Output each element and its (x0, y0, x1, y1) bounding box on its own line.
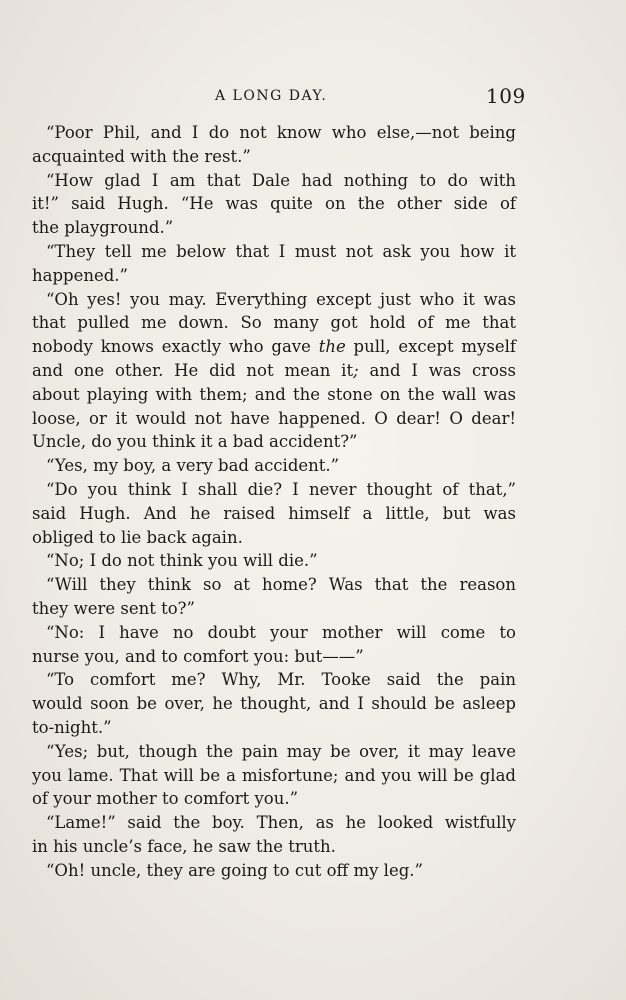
text-line: “Lame!” said the boy. Then, as he looked wistfully (46, 813, 516, 833)
text-line: loose, or it would not have happened. O dear! O dear! (32, 408, 516, 428)
text-line (32, 335, 516, 359)
text-line: “Oh! uncle, they are going to cut off my leg.” (46, 860, 423, 880)
text-line: obliged to lie back again. (32, 527, 243, 547)
text-segment: ; (353, 360, 359, 380)
text-line: “Oh yes! you may. Everything except just who it was (46, 289, 516, 309)
text-line: would soon be over, he thought, and I should be asleep (32, 694, 516, 714)
text-line: “Poor Phil, and I do not know who else,—not being (46, 123, 516, 142)
text-line: to-night.” (32, 717, 112, 737)
text-line: “No: I have no doubt your mother will come to (46, 622, 516, 642)
text-line: about playing with them; and the stone on the wall was (32, 384, 516, 404)
text-line: in his uncle’s face, he saw the truth. (32, 836, 336, 856)
text-segment: and I was cross (358, 360, 516, 380)
text-line: “How glad I am that Dale had nothing to do with (46, 170, 516, 190)
text-line: of your mother to comfort you.” (32, 789, 299, 809)
body-text (32, 121, 516, 883)
text-segment: pull, except myself (345, 337, 516, 357)
text-line: happened.” (32, 265, 128, 285)
text-line: nurse you, and to comfort you: but——” (32, 646, 364, 666)
text-line: “Do you think I shall die? I never thought of that,” (46, 479, 516, 499)
text-line: “They tell me below that I must not ask you how it (46, 241, 516, 261)
text-line: they were sent to?” (32, 598, 195, 618)
text-line: “To comfort me? Why, Mr. Tooke said the pain (46, 670, 516, 690)
text-line: acquainted with the rest.” (32, 146, 251, 166)
text-line (32, 359, 516, 383)
text-segment: the (318, 337, 346, 357)
text-line: Uncle, do you think it a bad accident?” (32, 432, 358, 452)
text-line: “Yes; but, though the pain may be over, it may leave (46, 741, 516, 761)
running-head: A LONG DAY. (215, 88, 328, 104)
text-line: it!” said Hugh. “He was quite on the other side of (32, 194, 516, 214)
text-line: the playground.” (32, 218, 174, 238)
text-line: that pulled me down. So many got hold of me that (32, 313, 516, 333)
text-line: “Yes, my boy, a very bad accident.” (46, 456, 340, 476)
text-line: “No; I do not think you will die.” (46, 551, 318, 571)
text-line: you lame. That will be a misfortune; and you will be glad (32, 765, 516, 785)
page-number: 109 (486, 84, 526, 108)
text-segment: and one other. He did not mean it (32, 360, 354, 380)
text-line: said Hugh. And he raised himself a little, but was (32, 503, 516, 523)
text-segment: nobody knows exactly who gave (32, 337, 319, 357)
text-line: “Will they think so at home? Was that the reason (46, 575, 516, 595)
